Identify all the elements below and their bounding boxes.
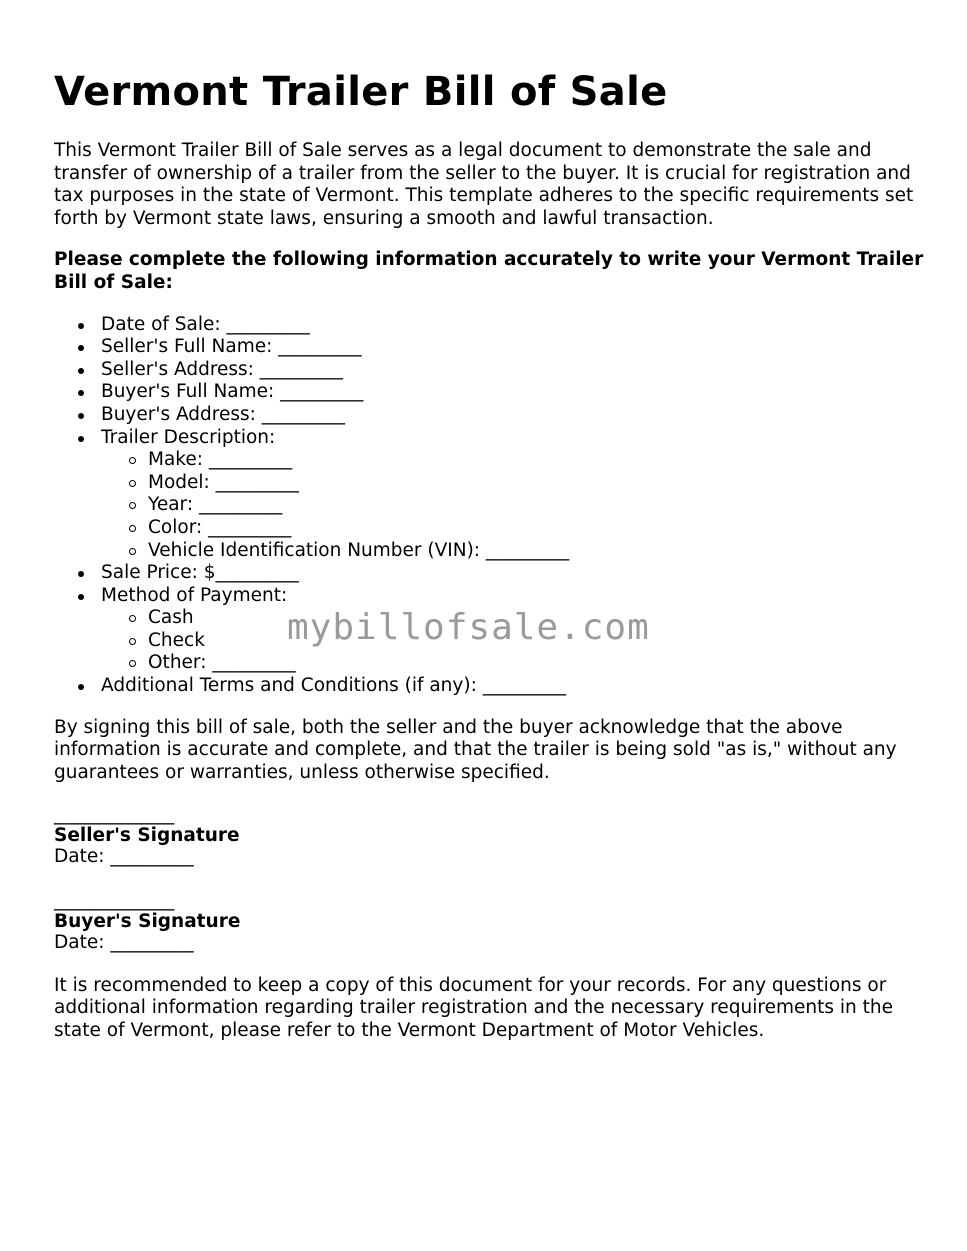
acknowledgement-paragraph: By signing this bill of sale, both the seller and the buyer acknowledge that the above information is accurate and complete, and that the trailer is being sold "as is," without any guarantees or warranties, unless otherwise specified. xyxy=(54,716,897,783)
buyer-signature-date: Date: _________ xyxy=(54,931,194,953)
field-model: Model: _________ xyxy=(101,472,924,495)
field-sale-price: Sale Price: $_________ xyxy=(54,562,924,585)
watermark: mybillofsale.com xyxy=(287,607,650,648)
document xyxy=(54,66,924,1042)
payment-option-cash: Cash xyxy=(101,607,924,630)
field-seller-name: Seller's Full Name: _________ xyxy=(54,336,924,359)
payment-option-other: Other: _________ xyxy=(101,652,924,675)
seller-signature-label: Seller's Signature xyxy=(54,825,240,847)
seller-signature-date: Date: _________ xyxy=(54,846,194,868)
payment-method-label: Method of Payment: xyxy=(101,584,288,606)
field-seller-address: Seller's Address: _________ xyxy=(54,359,924,382)
field-buyer-address: Buyer's Address: _________ xyxy=(54,404,924,427)
field-color: Color: _________ xyxy=(101,517,924,540)
field-additional-terms: Additional Terms and Conditions (if any): _________ xyxy=(54,675,924,698)
field-vin: Vehicle Identification Number (VIN): _________ xyxy=(101,540,924,563)
intro-paragraph: This Vermont Trailer Bill of Sale serves as a legal document to demonstrate the sale and transfer of ownership of a trailer from the seller to the buyer. It is crucial for registration and tax purposes in the state of Vermont. This template adheres to the specific requirements set forth by Vermont state laws, ensuring a smooth and lawful transaction. xyxy=(54,140,914,229)
payment-option-check: Check xyxy=(101,630,924,653)
buyer-signature-label: Buyer's Signature xyxy=(54,910,241,932)
field-buyer-name: Buyer's Full Name: _________ xyxy=(54,381,924,404)
field-year: Year: _________ xyxy=(101,494,924,517)
trailer-description-list xyxy=(101,449,924,562)
buyer-signature-line: _____________ xyxy=(54,890,175,912)
field-make: Make: _________ xyxy=(101,449,924,472)
instruction-text: Please complete the following information accurately to write your Vermont Trailer Bill of Sale: xyxy=(54,249,924,293)
document-title: Vermont Trailer Bill of Sale xyxy=(54,69,668,115)
seller-signature-line: _____________ xyxy=(54,804,175,826)
field-trailer-description xyxy=(54,427,924,563)
buyer-signature-block xyxy=(54,890,924,956)
trailer-description-label: Trailer Description: xyxy=(101,426,276,448)
seller-signature-block xyxy=(54,804,924,870)
field-date-of-sale: Date of Sale: _________ xyxy=(54,314,924,337)
closing-paragraph: It is recommended to keep a copy of this document for your records. For any questions or additional information regarding trailer registration and the necessary requirements in the state of Vermont, please refer to the Vermont Department of Motor Vehicles. xyxy=(54,974,893,1041)
